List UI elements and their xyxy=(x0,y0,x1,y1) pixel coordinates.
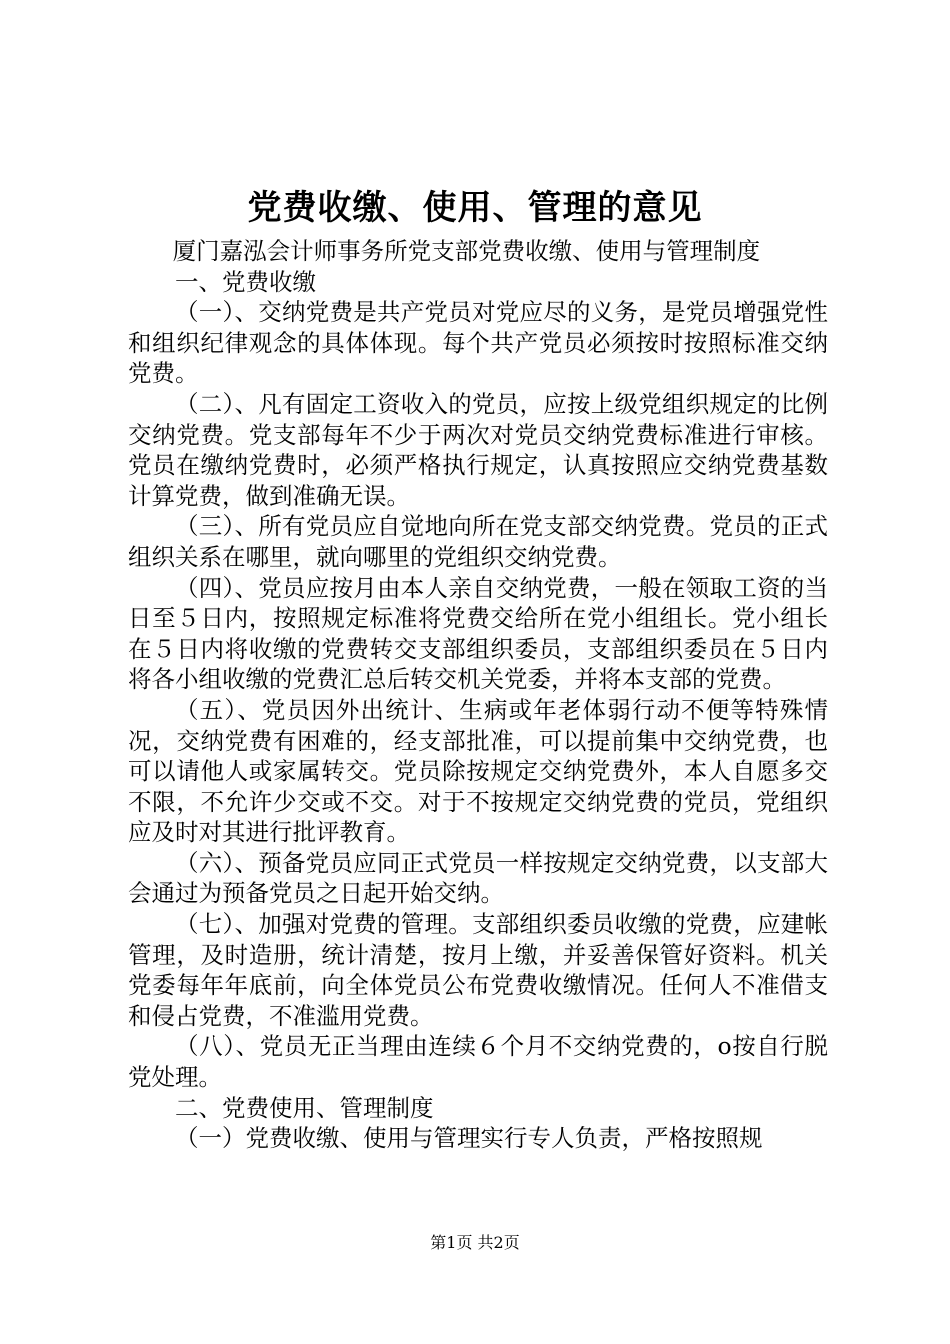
paragraph-8: （八）、党员无正当理由连续６个月不交纳党费的，o按自行脱党处理。 xyxy=(128,1032,828,1092)
document-subtitle: 厦门嘉泓会计师事务所党支部党费收缴、使用与管理制度 xyxy=(172,237,761,265)
section2-paragraph-1: （一）党费收缴、使用与管理实行专人负责，严格按照规 xyxy=(175,1124,763,1153)
page-footer: 第1页 共2页 xyxy=(430,1233,520,1252)
paragraph-1: （一）、交纳党费是共产党员对党应尽的义务，是党员增强党性和组织纪律观念的具体体现。每个共产党员必须按时按照标准交纳党费。 xyxy=(128,298,828,388)
paragraph-5: （五）、党员因外出统计、生病或年老体弱行动不便等特殊情况，交纳党费有困难的，经支部批准，可以提前集中交纳党费，也可以请他人或家属转交。党员除按规定交纳党费外，本人自愿多交不限，不允许少交或不交。对于不按规定交纳党费的党员，党组织应及时对其进行批评教育。 xyxy=(128,695,828,847)
section-heading-1: 一、党费收缴 xyxy=(175,267,316,296)
document-body xyxy=(128,236,828,1154)
paragraph-4: （四）、党员应按月由本人亲自交纳党费，一般在领取工资的当日至５日内，按照规定标准将党费交给所在党小组组长。党小组长在５日内将收缴的党费转交支部组织委员，支部组织委员在５日内将各小组收缴的党费汇总后转交机关党委，并将本支部的党费。 xyxy=(128,573,828,694)
paragraph-6: （六）、预备党员应同正式党员一样按规定交纳党费，以支部大会通过为预备党员之日起开始交纳。 xyxy=(128,848,828,908)
paragraph-2: （二）、凡有固定工资收入的党员，应按上级党组织规定的比例交纳党费。党支部每年不少于两次对党员交纳党费标准进行审核。党员在缴纳党费时，必须严格执行规定，认真按照应交纳党费基数计算党费，做到准确无误。 xyxy=(128,389,828,510)
paragraph-3: （三）、所有党员应自觉地向所在党支部交纳党费。党员的正式组织关系在哪里，就向哪里的党组织交纳党费。 xyxy=(128,512,828,571)
section-heading-2: 二、党费使用、管理制度 xyxy=(175,1093,434,1122)
document-title: 党费收缴、使用、管理的意见 xyxy=(247,188,703,228)
paragraph-7: （七）、加强对党费的管理。支部组织委员收缴的党费，应建帐管理，及时造册，统计清楚，按月上缴，并妥善保管好资料。机关党委每年年底前，向全体党员公布党费收缴情况。任何人不准借支和侵占党费，不准滥用党费。 xyxy=(128,910,828,1030)
